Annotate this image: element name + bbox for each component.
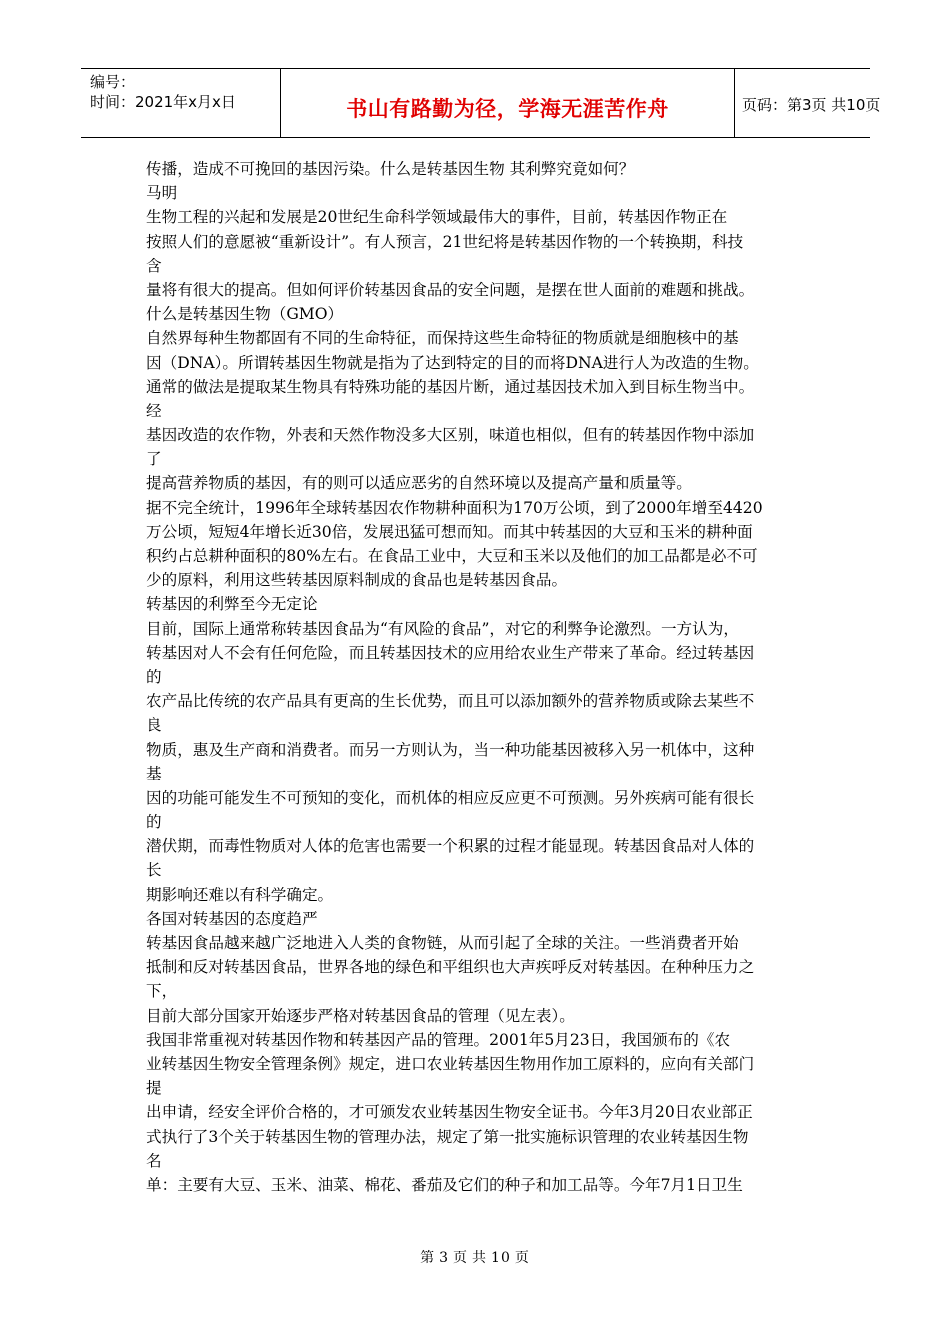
- body-text-line: 长: [146, 861, 162, 880]
- page-header: [81, 68, 881, 138]
- body-text-line: 转基因食品越来越广泛地进入人类的食物链，从而引起了全球的关注。一些消费者开始: [146, 934, 739, 952]
- body-text-line: 因（DNA）。所谓转基因生物就是指为了达到特定的目的而将DNA进行人为改造的生物。: [146, 353, 759, 372]
- body-text-line: 马明: [146, 184, 178, 203]
- body-text-line: 各国对转基因的态度趋严: [146, 909, 318, 928]
- body-text-line: 经: [146, 401, 162, 420]
- header-motto: 书山有路勤为径，学海无涯苦作舟: [346, 97, 669, 121]
- body-text-line: 基因改造的农作物，外表和天然作物没多大区别，味道也相似，但有的转基因作物中添加: [146, 426, 755, 445]
- body-text-line: 自然界每种生物都固有不同的生命特征，而保持这些生命特征的物质就是细胞核中的基: [146, 329, 739, 348]
- body-text-line: 物质，惠及生产商和消费者。而另一方则认为，当一种功能基因被移入另一机体中，这种: [146, 740, 755, 759]
- body-text-line: 含: [146, 256, 162, 275]
- body-text-line: 潜伏期，而毒性物质对人体的危害也需要一个积累的过程才能显现。转基因食品对人体的: [146, 837, 755, 856]
- header-meta-cell: [81, 69, 281, 137]
- body-text-line: 少的原料，利用这些转基因原料制成的食品也是转基因食品。: [146, 571, 568, 590]
- footer-ye-end: 页: [514, 1250, 530, 1266]
- body-text-line: 式执行了3个关于转基因生物的管理办法，规定了第一批实施标识管理的农业转基因生物: [146, 1127, 749, 1146]
- body-text-line: 提: [146, 1079, 162, 1098]
- body-text-line: 通常的做法是提取某生物具有特殊功能的基因片断，通过基因技术加入到目标生物当中。: [146, 377, 755, 396]
- body-text-line: 抵制和反对转基因食品，世界各地的绿色和平组织也大声疾呼反对转基因。在种种压力之: [146, 958, 755, 977]
- body-text-line: 了: [146, 450, 162, 469]
- body-text-line: 基: [146, 764, 162, 783]
- document-body: [146, 157, 816, 1197]
- body-text-line: 提高营养物质的基因，有的则可以适应恶劣的自然环境以及提高产量和质量等。: [146, 474, 692, 493]
- body-text-line: 目前大部分国家开始逐步严格对转基因食品的管理（见左表）。: [146, 1006, 575, 1025]
- page-footer: [0, 1247, 950, 1267]
- body-text-line: 出申请，经安全评价合格的，才可颁发农业转基因生物安全证书。今年3月20日农业部正: [146, 1103, 753, 1122]
- header-page-cell: [734, 69, 881, 137]
- body-text-line: 按照人们的意愿被“重新设计”。有人预言，21世纪将是转基因作物的一个转换期，科技: [146, 232, 744, 251]
- body-text-line: 农产品比传统的农产品具有更高的生长优势，而且可以添加额外的营养物质或除去某些不: [146, 692, 755, 711]
- body-text-line: 我国非常重视对转基因作物和转基因产品的管理。2001年5月23日，我国颁布的《农: [146, 1030, 731, 1049]
- body-text-line: 传播，造成不可挽回的基因污染。什么是转基因生物 其利弊究竟如何？: [146, 160, 635, 178]
- header-page-number: 页码：第3页 共10页: [742, 96, 881, 114]
- footer-di: 第: [420, 1250, 436, 1266]
- body-text-line: 的: [146, 813, 162, 832]
- body-text-line: 的: [146, 667, 162, 686]
- header-motto-cell: [280, 69, 735, 137]
- body-text-line: 什么是转基因生物（GMO）: [146, 305, 344, 324]
- footer-gong: 共: [472, 1250, 488, 1266]
- body-text-line: 生物工程的兴起和发展是20世纪生命科学领域最伟大的事件，目前，转基因作物正在: [146, 208, 728, 227]
- document-number-label: 编号：: [90, 73, 136, 91]
- footer-total-pages: 10: [491, 1250, 511, 1266]
- body-text-line: 名: [146, 1151, 162, 1170]
- body-text-line: 转基因的利弊至今无定论: [146, 595, 318, 614]
- body-text-line: 业转基因生物安全管理条例》规定，进口农业转基因生物用作加工原料的，应向有关部门: [146, 1054, 755, 1073]
- footer-ye: 页: [453, 1250, 469, 1266]
- footer-page-number: 3: [439, 1250, 450, 1266]
- body-text-line: 转基因对人不会有任何危险，而且转基因技术的应用给农业生产带来了革命。经过转基因: [146, 643, 755, 662]
- body-text-line: 量将有很大的提高。但如何评价转基因食品的安全问题，是摆在世人面前的难题和挑战。: [146, 280, 755, 299]
- document-date-label: 时间：2021年x月x日: [90, 93, 236, 111]
- body-text-line: 万公顷，短短4年增长近30倍，发展迅猛可想而知。而其中转基因的大豆和玉米的耕种面: [146, 522, 753, 541]
- body-text-line: 积约占总耕种面积的80%左右。在食品工业中，大豆和玉米以及他们的加工品都是必不可: [146, 547, 758, 565]
- body-text-line: 单：主要有大豆、玉米、油菜、棉花、番茄及它们的种子和加工品等。今年7月1日卫生: [146, 1175, 743, 1194]
- body-text-line: 据不完全统计，1996年全球转基因农作物耕种面积为170万公顷，到了2000年增至4420: [146, 498, 763, 517]
- body-text-line: 期影响还难以有科学确定。: [146, 885, 334, 904]
- body-text-line: 下，: [146, 982, 178, 1001]
- body-text-line: 目前，国际上通常称转基因食品为“有风险的食品”，对它的利弊争论激烈。一方认为，: [146, 619, 739, 638]
- body-text-line: 良: [146, 716, 162, 735]
- body-text-line: 因的功能可能发生不可预知的变化，而机体的相应反应更不可预测。另外疾病可能有很长: [146, 788, 755, 807]
